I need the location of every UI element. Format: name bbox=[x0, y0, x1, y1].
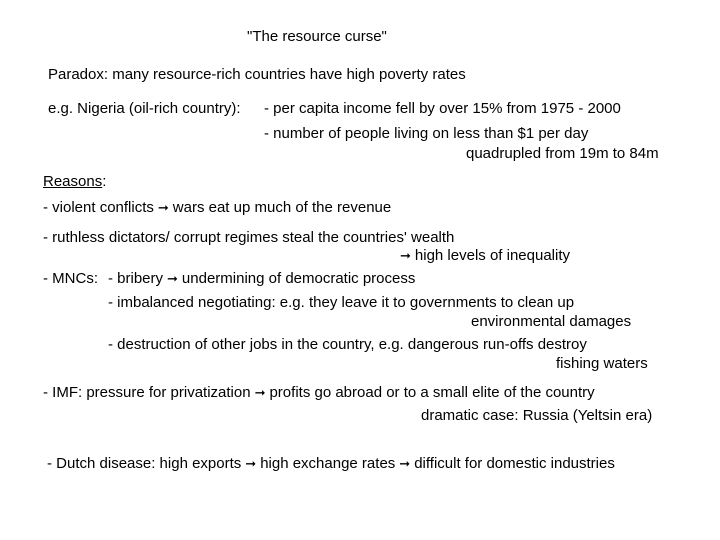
reasons-heading-text: Reasons bbox=[43, 173, 103, 190]
arrow-icon: ➞ bbox=[167, 271, 178, 286]
reason-1-cause: - violent conflicts bbox=[43, 199, 154, 216]
reasons-heading-colon: : bbox=[102, 173, 107, 190]
reason-mncs-lead: - MNCs: bbox=[43, 270, 98, 287]
paradox-text: Paradox: many resource-rich countries have high poverty rates bbox=[48, 66, 466, 83]
reason-mncs-negotiating-line-1: - imbalanced negotiating: e.g. they leave it to governments to clean up bbox=[108, 294, 575, 311]
arrow-icon: ➞ bbox=[254, 385, 266, 400]
imf-cause: - IMF: pressure for privatization bbox=[43, 384, 251, 401]
example-point-2-line-1: - number of people living on less than $1 per day bbox=[264, 125, 589, 142]
reason-mncs-destruction-line-2: fishing waters bbox=[556, 355, 648, 372]
example-point-1: - per capita income fell by over 15% from 1975 - 2000 bbox=[264, 100, 621, 117]
bribery-effect: undermining of democratic process bbox=[181, 270, 416, 287]
arrow-icon: ➞ bbox=[400, 248, 411, 263]
dutch-middle: high exchange rates bbox=[260, 455, 396, 472]
reason-1-effect: wars eat up much of the revenue bbox=[172, 199, 392, 216]
example-lead: e.g. Nigeria (oil-rich country): bbox=[48, 100, 241, 117]
reason-mncs-bribery bbox=[108, 270, 415, 288]
slide-title: "The resource curse" bbox=[247, 28, 387, 45]
arrow-icon: ➞ bbox=[245, 456, 257, 471]
reasons-heading bbox=[43, 173, 106, 191]
imf-effect: profits go abroad or to a small elite of the country bbox=[269, 384, 595, 401]
dutch-cause: - Dutch disease: high exports bbox=[47, 455, 242, 472]
reason-mncs-destruction-line-1: - destruction of other jobs in the country, e.g. dangerous run-offs destroy bbox=[108, 336, 587, 353]
reason-imf bbox=[43, 384, 595, 402]
reason-2-effect: high levels of inequality bbox=[414, 247, 571, 264]
reason-dutch-disease bbox=[47, 455, 615, 473]
reason-imf-line-2: dramatic case: Russia (Yeltsin era) bbox=[421, 407, 653, 424]
arrow-icon: ➞ bbox=[399, 456, 411, 471]
reason-violent-conflicts bbox=[43, 199, 391, 217]
arrow-icon: ➞ bbox=[157, 200, 169, 215]
example-point-2-line-2: quadrupled from 19m to 84m bbox=[466, 145, 659, 162]
reason-mncs-negotiating-line-2: environmental damages bbox=[471, 313, 632, 330]
bribery-cause: - bribery bbox=[108, 270, 164, 287]
reason-dictators-line-2 bbox=[396, 247, 570, 265]
reason-dictators-line-1: - ruthless dictators/ corrupt regimes steal the countries' wealth bbox=[43, 229, 455, 246]
dutch-effect: difficult for domestic industries bbox=[414, 455, 615, 472]
